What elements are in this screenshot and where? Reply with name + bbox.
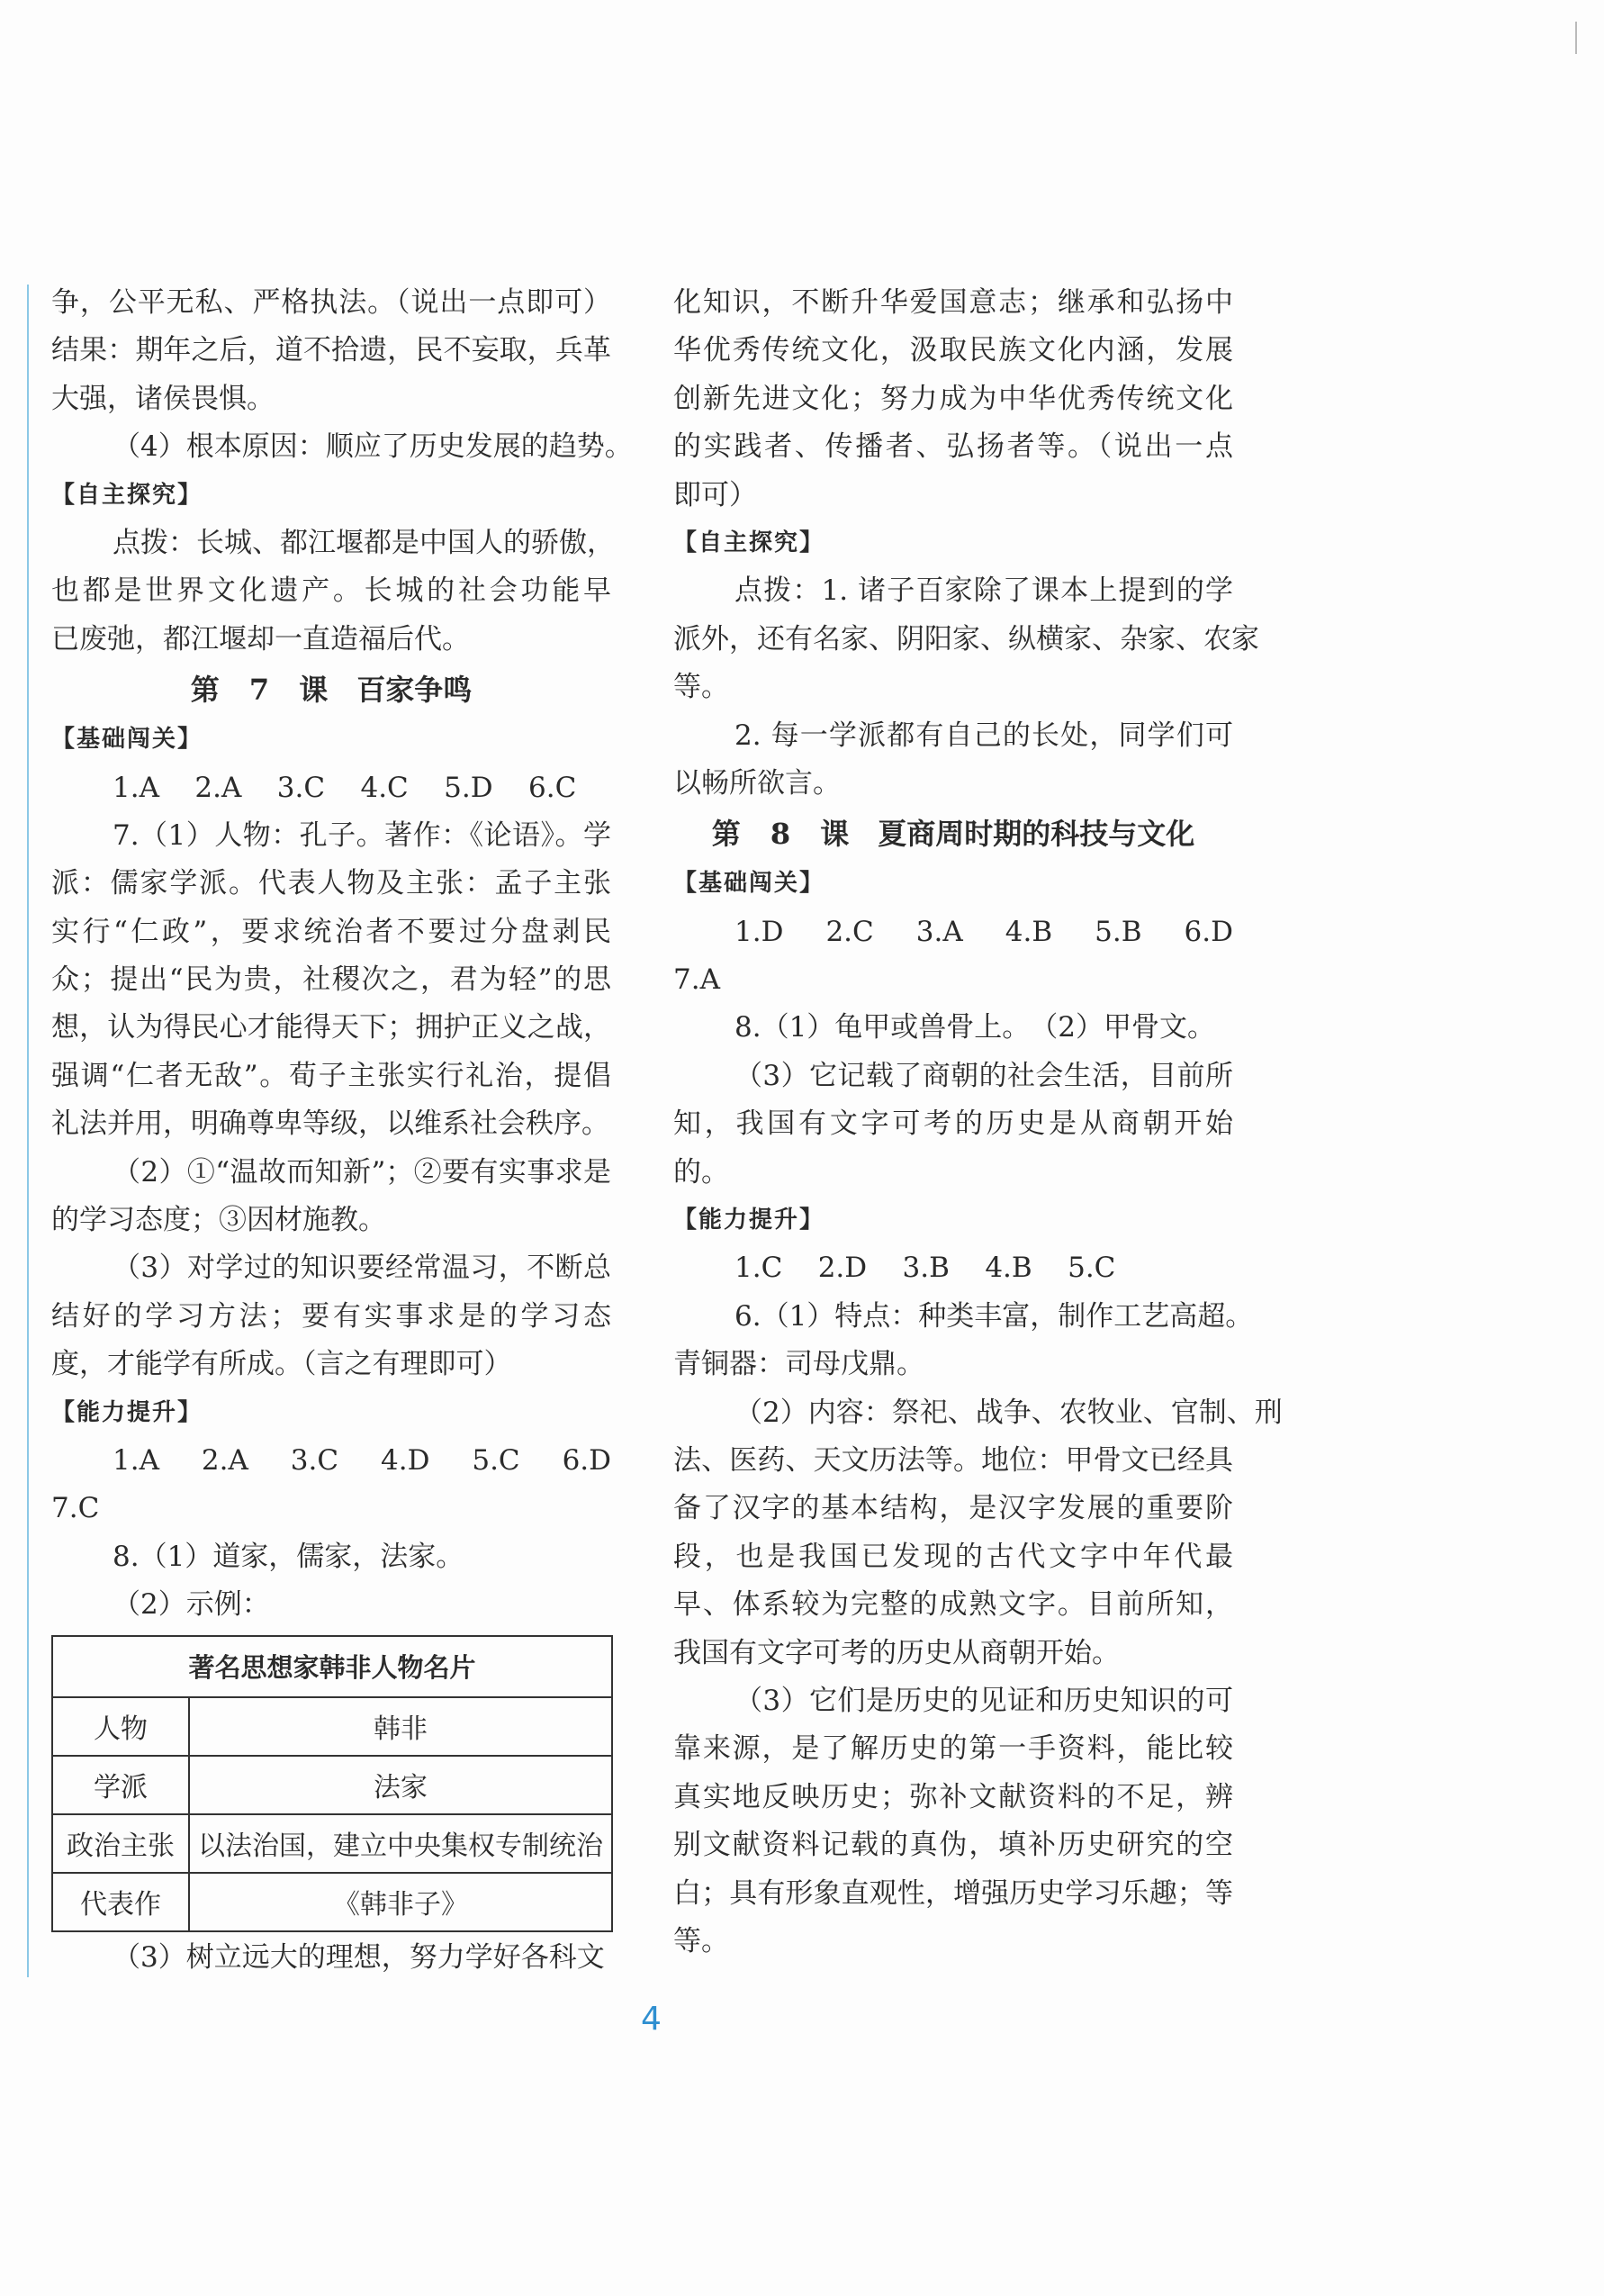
text-line: 即可） [673, 478, 757, 511]
text-line: 已废弛，都江堰却一直造福后代。 [51, 622, 470, 655]
text-line: 以畅所欲言。 [673, 766, 841, 800]
lesson-title: 第 7 课 百家争鸣 [190, 673, 473, 708]
paragraph [51, 423, 633, 471]
right-column [673, 279, 1283, 1966]
paragraph [673, 1293, 1254, 1389]
table-title: 著名思想家韩非人物名片 [52, 1636, 612, 1697]
text-line: 度，才能学有所成。（言之有理即可） [51, 1348, 512, 1381]
paragraph [673, 712, 1233, 809]
table-value: 以法治国，建立中央集权专制统治 [189, 1814, 612, 1873]
text-line: 创新先进文化；努力成为中华优秀传统文化 [673, 382, 1233, 415]
text-line: 1.A 2.A 3.C 4.C 5.D 6.C [113, 771, 577, 804]
text-line: 知，我国有文字可考的历史是从商朝开始 [673, 1107, 1233, 1141]
text-line: 化知识，不断升华爱国意志；继承和弘扬中 [673, 286, 1233, 319]
table-key: 代表作 [52, 1873, 189, 1931]
text-line: 实行“仁政”，要求统治者不要过分盘剥民 [51, 915, 611, 948]
paragraph [673, 1244, 1233, 1292]
table-row [52, 1697, 612, 1756]
text-line: 别文献资料记载的真伪，填补历史研究的空 [673, 1829, 1233, 1862]
text-line: 靠来源，是了解历史的第一手资料，能比较 [673, 1732, 1233, 1766]
paragraph [51, 279, 611, 423]
paragraph [51, 1437, 611, 1533]
profile-table [51, 1635, 613, 1932]
paragraph [673, 1677, 1233, 1966]
table-row [52, 1814, 612, 1873]
text-line: 点拨：长城、都江堰都是中国人的骄傲， [113, 526, 615, 559]
paragraph [673, 1053, 1233, 1197]
text-line: 大强，诸侯畏惧。 [51, 382, 275, 415]
text-line: 1.A 2.A 3.C 4.D 5.C 6.D [113, 1443, 611, 1477]
paragraph [673, 1004, 1233, 1052]
text-line: 点拨：1. 诸子百家除了课本上提到的学 [734, 574, 1233, 608]
text-line: 6.（1）特点：种类丰富，制作工艺高超。 [734, 1299, 1254, 1333]
text-line: （3）树立远大的理想，努力学好各科文 [113, 1940, 605, 1974]
text-line: 白；具有形象直观性，增强历史学习乐趣；等 [673, 1876, 1233, 1910]
text-line: 派外，还有名家、阴阳家、纵横家、杂家、农家 [673, 622, 1259, 655]
text-line: （3）对学过的知识要经常温习，不断总 [113, 1252, 611, 1285]
table-row [52, 1873, 612, 1931]
text-line: 段，也是我国已发现的古代文字中年代最 [673, 1540, 1233, 1573]
text-line: 的学习态度；③因材施教。 [51, 1204, 386, 1237]
paragraph [51, 812, 611, 1149]
text-line: （2）内容：祭祀、战争、农牧业、官制、刑 [734, 1396, 1283, 1429]
section-tag: 【自主探究】 [51, 481, 203, 509]
section-tag: 【基础闯关】 [673, 870, 825, 898]
text-line: 众；提出“民为贵，社稷次之，君为轻”的思 [51, 963, 611, 997]
table-value: 《韩非子》 [189, 1873, 612, 1931]
table-key: 政治主张 [52, 1814, 189, 1873]
text-line: （3）它记载了商朝的社会生活，目前所 [734, 1059, 1233, 1092]
section-tag: 【能力提升】 [51, 1398, 203, 1426]
text-line: 真实地反映历史；弥补文献资料的不足，辨 [673, 1780, 1233, 1813]
paragraph [51, 1244, 611, 1388]
text-line: 1.C 2.D 3.B 4.B 5.C [734, 1252, 1116, 1285]
text-line: 7.（1）人物：孔子。著作：《论语》。学 [113, 818, 611, 852]
text-line: 8.（1）龟甲或兽骨上。 （2）甲骨文。 [734, 1011, 1216, 1044]
paragraph [673, 567, 1259, 711]
text-line: 华优秀传统文化，汲取民族文化内涵，发展 [673, 334, 1233, 367]
text-line: 2. 每一学派都有自己的长处，同学们可 [734, 719, 1233, 752]
text-line: 7.A [673, 963, 720, 997]
text-line: （2）①“温故而知新”；②要有实事求是 [113, 1155, 611, 1189]
table-row [52, 1756, 612, 1814]
left-margin-rule [27, 285, 29, 1977]
text-line: 早、体系较为完整的成熟文字。目前所知， [673, 1588, 1233, 1622]
text-line: （2）示例： [113, 1588, 270, 1622]
text-line: 结好的学习方法；要有实事求是的学习态 [51, 1299, 611, 1333]
paragraph [673, 279, 1233, 520]
text-line: 也都是世界文化遗产。长城的社会功能早 [51, 574, 611, 608]
right-edge-mark [1575, 22, 1577, 54]
text-line: （4）根本原因：顺应了历史发展的趋势。 [113, 430, 633, 464]
section-tag: 【能力提升】 [673, 1207, 825, 1234]
paragraph [51, 1581, 611, 1629]
text-line: 等。 [673, 1924, 729, 1957]
text-line: 派：儒家学派。代表人物及主张：孟子主张 [51, 867, 611, 900]
text-line: 备了汉字的基本结构，是汉字发展的重要阶 [673, 1492, 1233, 1525]
text-line: 结果：期年之后，道不拾遗，民不妄取，兵革 [51, 334, 611, 367]
lesson-title: 第 8 课 夏商周时期的科技与文化 [711, 817, 1195, 852]
paragraph [51, 1934, 611, 1982]
text-line: 我国有文字可考的历史从商朝开始。 [673, 1636, 1120, 1669]
text-line: 7.C [51, 1492, 100, 1525]
paragraph [51, 1149, 611, 1245]
text-line: 想，认为得民心才能得天下；拥护正义之战， [51, 1011, 611, 1044]
table-value: 法家 [189, 1756, 612, 1814]
text-line: 强调“仁者无敌”。荀子主张实行礼治，提倡 [51, 1059, 611, 1092]
text-line: 的。 [673, 1155, 729, 1189]
text-line: 礼法并用，明确尊卑等级，以维系社会秩序。 [51, 1107, 609, 1141]
text-line: （3）它们是历史的见证和历史知识的可 [734, 1684, 1233, 1717]
text-line: 1.D 2.C 3.A 4.B 5.B 6.D [734, 915, 1233, 948]
table-key: 人物 [52, 1697, 189, 1756]
section-tag: 【基础闯关】 [51, 726, 203, 754]
text-line: 的实践者、传播者、弘扬者等。（说出一点 [673, 430, 1233, 464]
paragraph [673, 908, 1233, 1005]
text-line: 争，公平无私、严格执法。（说出一点即可） [51, 286, 611, 319]
text-line: 等。 [673, 671, 729, 704]
paragraph [673, 1389, 1283, 1677]
paragraph [51, 764, 611, 812]
table-value: 韩非 [189, 1697, 612, 1756]
text-line: 法、医药、天文历法等。地位：甲骨文已经具 [673, 1443, 1233, 1477]
left-column [51, 279, 633, 1982]
text-line: 青铜器：司母戊鼎。 [673, 1348, 924, 1381]
section-tag: 【自主探究】 [673, 529, 825, 556]
text-line: 8.（1）道家，儒家，法家。 [113, 1540, 464, 1573]
table-key: 学派 [52, 1756, 189, 1814]
page-number: 4 [641, 2001, 662, 2038]
paragraph [51, 520, 615, 664]
paragraph [51, 1533, 611, 1581]
